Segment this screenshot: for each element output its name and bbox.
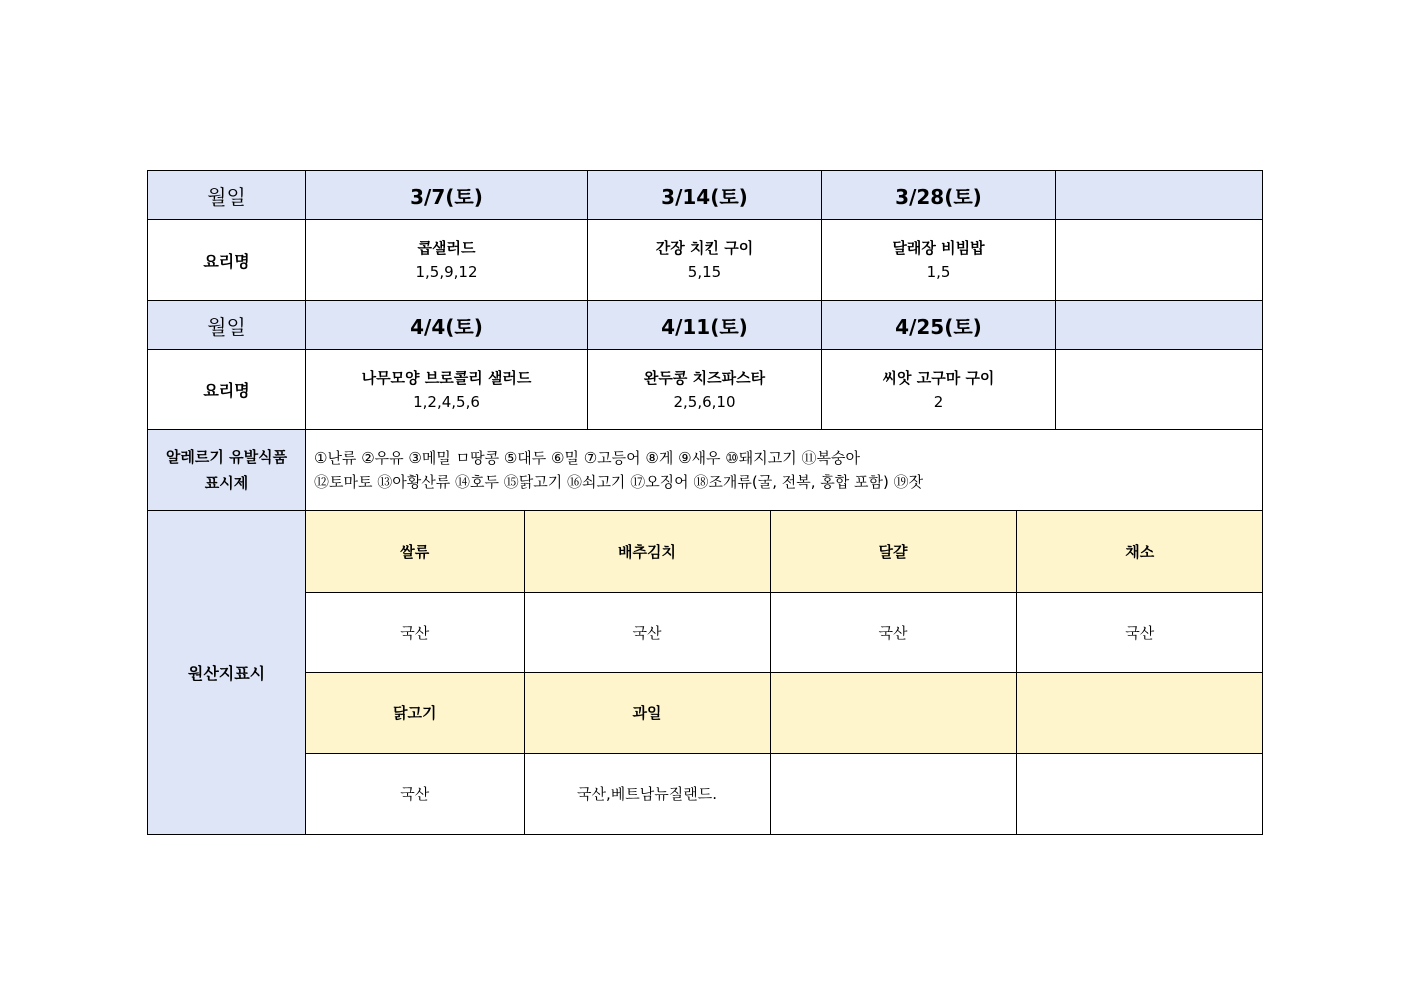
origin-table-cell [306,511,1263,835]
origin-header-cell [1016,672,1263,753]
dish-allergen-codes: 5,15 [687,263,722,281]
date-cell [1056,171,1263,220]
date-header-label: 월일 [148,171,306,220]
allergen-list [306,430,1263,511]
origin-value-cell: 국산,베트남뉴질랜드. [524,753,770,834]
origin-header-cell: 채소 [1016,511,1263,592]
allergen-label-line1: 알레르기 유발식품 [165,448,288,466]
origin-value-cell: 국산 [306,592,524,672]
dish-name: 콥샐러드 [417,239,476,257]
dish-cell [822,220,1056,301]
origin-header-cell: 닭고기 [306,672,524,753]
date-cell: 3/14(토) [588,171,822,220]
dish-name: 씨앗 고구마 구이 [882,368,995,387]
dish-allergen-codes: 1,5,9,12 [415,263,478,281]
dish-cell [1056,220,1263,301]
allergen-label-cell [148,430,306,511]
date-cell: 4/25(토) [822,301,1056,350]
origin-header-cell: 배추김치 [524,511,770,592]
origin-header-cell: 달걀 [770,511,1016,592]
origin-table [306,511,1263,834]
dish-cell [588,220,822,301]
dish-cell [588,350,822,430]
dish-row [148,350,1263,430]
dish-allergen-codes: 2,5,6,10 [673,392,736,411]
dish-cell [306,220,588,301]
origin-value-cell [770,753,1016,834]
allergen-list-line1: ①난류 ②우유 ③메밀 ㅁ땅콩 ⑤대두 ⑥밀 ⑦고등어 ⑧게 ⑨새우 ⑩돼지고기 ⑪복숭아 [314,449,860,467]
dish-name: 완두콩 치즈파스타 [643,368,766,387]
dish-allergen-codes: 1,2,4,5,6 [413,392,480,411]
date-cell: 3/7(토) [306,171,588,220]
date-header-row [148,301,1263,350]
origin-row [148,511,1263,835]
origin-header-row [306,672,1263,753]
dish-row [148,220,1263,301]
allergen-list-line2: ⑫토마토 ⑬아황산류 ⑭호두 ⑮닭고기 ⑯쇠고기 ⑰오징어 ⑱조개류(굴, 전복, 홍합 포함) ⑲잣 [314,473,924,491]
dish-row-label: 요리명 [148,350,306,430]
menu-table [147,170,1263,835]
origin-header-cell: 쌀류 [306,511,524,592]
origin-value-cell: 국산 [524,592,770,672]
dish-name: 나무모양 브로콜리 샐러드 [361,368,532,387]
origin-header-cell [770,672,1016,753]
date-header-row [148,171,1263,220]
origin-value-row [306,592,1263,672]
date-header-label: 월일 [148,301,306,350]
dish-row-label: 요리명 [148,220,306,301]
origin-value-cell: 국산 [306,753,524,834]
origin-value-cell: 국산 [770,592,1016,672]
dish-name: 달래장 비빔밥 [892,239,985,257]
date-cell: 4/11(토) [588,301,822,350]
dish-allergen-codes: 1,5 [926,263,951,281]
allergen-row [148,430,1263,511]
dish-cell [1056,350,1263,430]
origin-header-cell: 과일 [524,672,770,753]
dish-name: 간장 치킨 구이 [655,239,754,257]
date-cell: 4/4(토) [306,301,588,350]
allergen-label-line2: 표시제 [204,474,249,492]
origin-value-row [306,753,1263,834]
date-cell [1056,301,1263,350]
dish-cell [822,350,1056,430]
origin-value-cell [1016,753,1263,834]
date-cell: 3/28(토) [822,171,1056,220]
origin-header-row [306,511,1263,592]
dish-allergen-codes: 2 [933,392,944,411]
origin-value-cell: 국산 [1016,592,1263,672]
origin-label: 원산지표시 [148,511,306,835]
dish-cell [306,350,588,430]
